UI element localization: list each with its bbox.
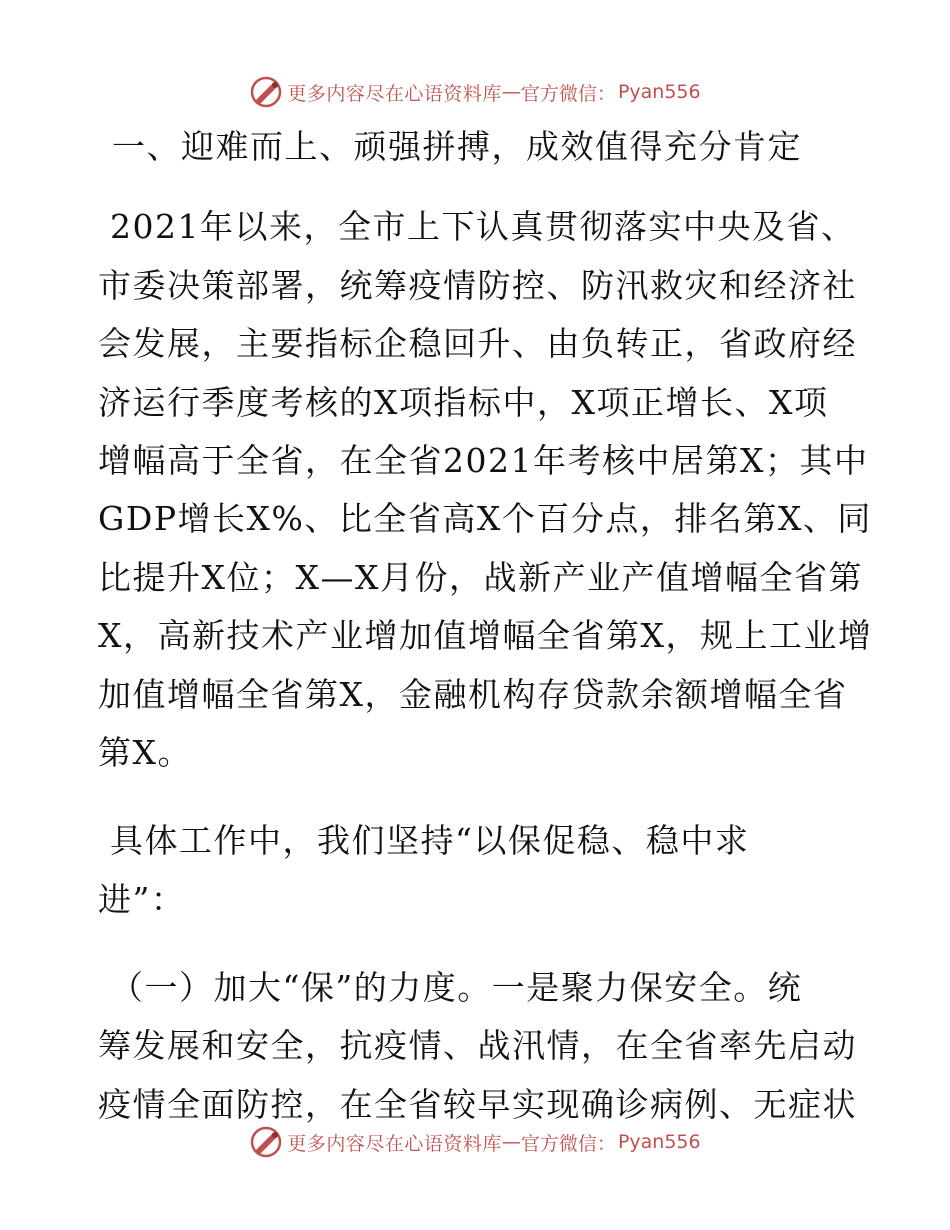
paragraph-1 — [98, 198, 873, 782]
paragraph-3 — [98, 959, 858, 1134]
watermark-footer — [0, 1122, 950, 1162]
paragraph-line: 具体工作中，我们坚持“以保促稳、稳中求 — [110, 821, 750, 861]
watermark-text: 更多内容尽在心语资料库 — [287, 82, 502, 105]
watermark-wechat-label: 官方微信： — [520, 82, 616, 105]
paragraph-line: 加值增幅全省第X，金融机构存贷款余额增幅全省 — [98, 674, 848, 714]
watermark-wechat-id: Pyan556 — [617, 1131, 701, 1153]
watermark-header — [0, 72, 950, 112]
paragraph-line: 比提升X位；X—X月份，战新产业产值增幅全省第 — [98, 557, 863, 597]
paragraph-line: 2021年以来，全市上下认真贯彻落实中央及省、 — [110, 207, 856, 247]
document-body — [98, 118, 873, 1134]
seal-logo-icon — [249, 1125, 283, 1159]
paragraph-line: 进”： — [98, 879, 186, 919]
watermark-text: 更多内容尽在心语资料库 — [287, 1132, 502, 1155]
paragraph-line: 市委决策部署，统筹疫情防控、防汛救灾和经济社 — [98, 265, 857, 305]
watermark-separator: — — [501, 81, 521, 103]
section-heading: 一、迎难而上、顽强拼搏，成效值得充分肯定 — [112, 127, 802, 166]
seal-logo-icon — [249, 75, 283, 109]
paragraph-line: 第X。 — [98, 732, 192, 772]
paragraph-line: X，高新技术产业增加值增幅全省第X，规上工业增 — [98, 616, 873, 656]
paragraph-line: 筹发展和安全，抗疫情、战汛情，在全省率先启动 — [98, 1026, 857, 1066]
watermark-wechat-label: 官方微信： — [520, 1132, 616, 1155]
paragraph-line: 会发展，主要指标企稳回升、由负转正，省政府经 — [98, 324, 857, 364]
paragraph-line: 疫情全面防控，在全省较早实现确诊病例、无症状 — [98, 1084, 857, 1124]
paragraph-line: 增幅高于全省，在全省2021年考核中居第X；其中 — [98, 440, 869, 480]
paragraph-2 — [98, 812, 858, 929]
watermark-wechat-id: Pyan556 — [617, 81, 701, 103]
paragraph-line: （一）加大“保”的力度。一是聚力保安全。统 — [110, 968, 803, 1008]
paragraph-line: 济运行季度考核的X项指标中，X项正增长、X项 — [98, 382, 829, 422]
watermark-separator: — — [501, 1131, 521, 1153]
paragraph-line: GDP增长X%、比全省高X个百分点，排名第X、同 — [98, 499, 872, 539]
